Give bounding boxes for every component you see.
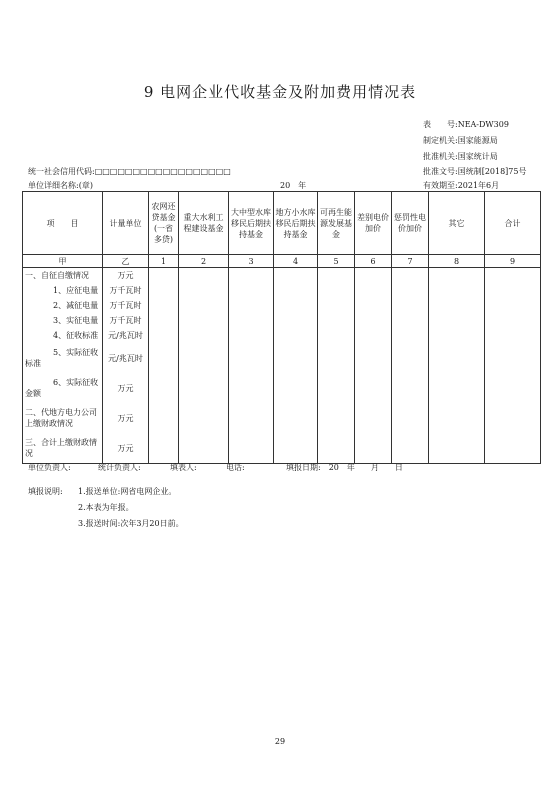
- header-differential-price: 差别电价加价: [355, 192, 392, 255]
- row-label: 1、应征电量: [23, 283, 103, 298]
- notes-heading: 填报说明:: [28, 487, 63, 496]
- header-large-reservoir-fund: 大中型水库移民后期扶持基金: [229, 192, 274, 255]
- phone-label: 电话:: [226, 463, 245, 472]
- table-row: [23, 403, 541, 433]
- header-small-reservoir-fund: 地方小水库移民后期扶持基金: [274, 192, 318, 255]
- row-unit: 万千瓦时: [103, 283, 149, 298]
- row-label: 5、实际征收标准: [23, 343, 103, 373]
- table-row: [23, 328, 541, 343]
- header-rural-grid-fund: 农网还贷基金(一省多贷): [149, 192, 179, 255]
- form-number: 表 号:NEA-DW309: [423, 120, 509, 129]
- fund-table: [22, 191, 541, 464]
- note-item: 2.本表为年报。: [78, 503, 134, 512]
- index-cell: 5: [318, 255, 355, 268]
- page-title: 9 电网企业代收基金及附加费用情况表: [143, 83, 417, 101]
- index-cell: 甲: [23, 255, 103, 268]
- index-cell: 8: [429, 255, 485, 268]
- index-cell: 4: [274, 255, 318, 268]
- stat-head-label: 统计负责人:: [98, 463, 141, 472]
- header-punitive-price: 惩罚性电价加价: [392, 192, 429, 255]
- row-unit: 元/兆瓦时: [103, 343, 149, 373]
- page-number: 29: [274, 737, 286, 746]
- index-cell: 6: [355, 255, 392, 268]
- unit-name: 单位详细名称:(章): [28, 181, 93, 190]
- header-renewable-fund: 可再生能源发展基金: [318, 192, 355, 255]
- table-row: [23, 433, 541, 464]
- approving-authority: 批准机关:国家统计局: [423, 152, 498, 161]
- header-item: 项 目: [23, 192, 103, 255]
- credit-code: 统一社会信用代码:□□□□□□□□□□□□□□□□□□: [28, 167, 231, 176]
- row-label: 6、实际征收金额: [23, 373, 103, 403]
- row-label: 一、自征自缴情况: [23, 268, 103, 284]
- note-item: 1.报送单位:网省电网企业。: [78, 487, 177, 496]
- index-cell: 3: [229, 255, 274, 268]
- row-label: 三、合计上缴财政情况: [23, 433, 103, 464]
- table-row: [23, 268, 541, 284]
- row-unit: 元/兆瓦时: [103, 328, 149, 343]
- header-total: 合计: [485, 192, 541, 255]
- header-water-project-fund: 重大水利工程建设基金: [179, 192, 229, 255]
- header-other: 其它: [429, 192, 485, 255]
- unit-head-label: 单位负责人:: [28, 463, 71, 472]
- index-row: [23, 255, 541, 268]
- issuing-authority: 制定机关:国家能源局: [423, 136, 498, 145]
- approval-number: 批准文号:国统制[2018]75号: [423, 167, 527, 176]
- row-label: 2、减征电量: [23, 298, 103, 313]
- index-cell: 2: [179, 255, 229, 268]
- row-unit: 万千瓦时: [103, 298, 149, 313]
- index-cell: 乙: [103, 255, 149, 268]
- index-cell: 9: [485, 255, 541, 268]
- report-date-label: 填报日期: 20 年 月 日: [286, 463, 403, 472]
- row-label: 3、实征电量: [23, 313, 103, 328]
- table-row: [23, 313, 541, 328]
- note-item: 3.报送时间:次年3月20日前。: [78, 519, 184, 528]
- row-label: 4、征收标准: [23, 328, 103, 343]
- filler-label: 填表人:: [170, 463, 197, 472]
- table-row: [23, 343, 541, 373]
- row-unit: 万元: [103, 433, 149, 464]
- row-unit: 万千瓦时: [103, 313, 149, 328]
- row-unit: 万元: [103, 268, 149, 284]
- report-year: 20 年: [280, 181, 307, 190]
- index-cell: 1: [149, 255, 179, 268]
- table-row: [23, 283, 541, 298]
- row-unit: 万元: [103, 373, 149, 403]
- valid-until: 有效期至:2021年6月: [423, 181, 500, 190]
- row-unit: 万元: [103, 403, 149, 433]
- row-label: 二、代地方电力公司上缴财政情况: [23, 403, 103, 433]
- table-row: [23, 373, 541, 403]
- table-row: [23, 298, 541, 313]
- index-cell: 7: [392, 255, 429, 268]
- header-row: [23, 192, 541, 255]
- header-unit: 计量单位: [103, 192, 149, 255]
